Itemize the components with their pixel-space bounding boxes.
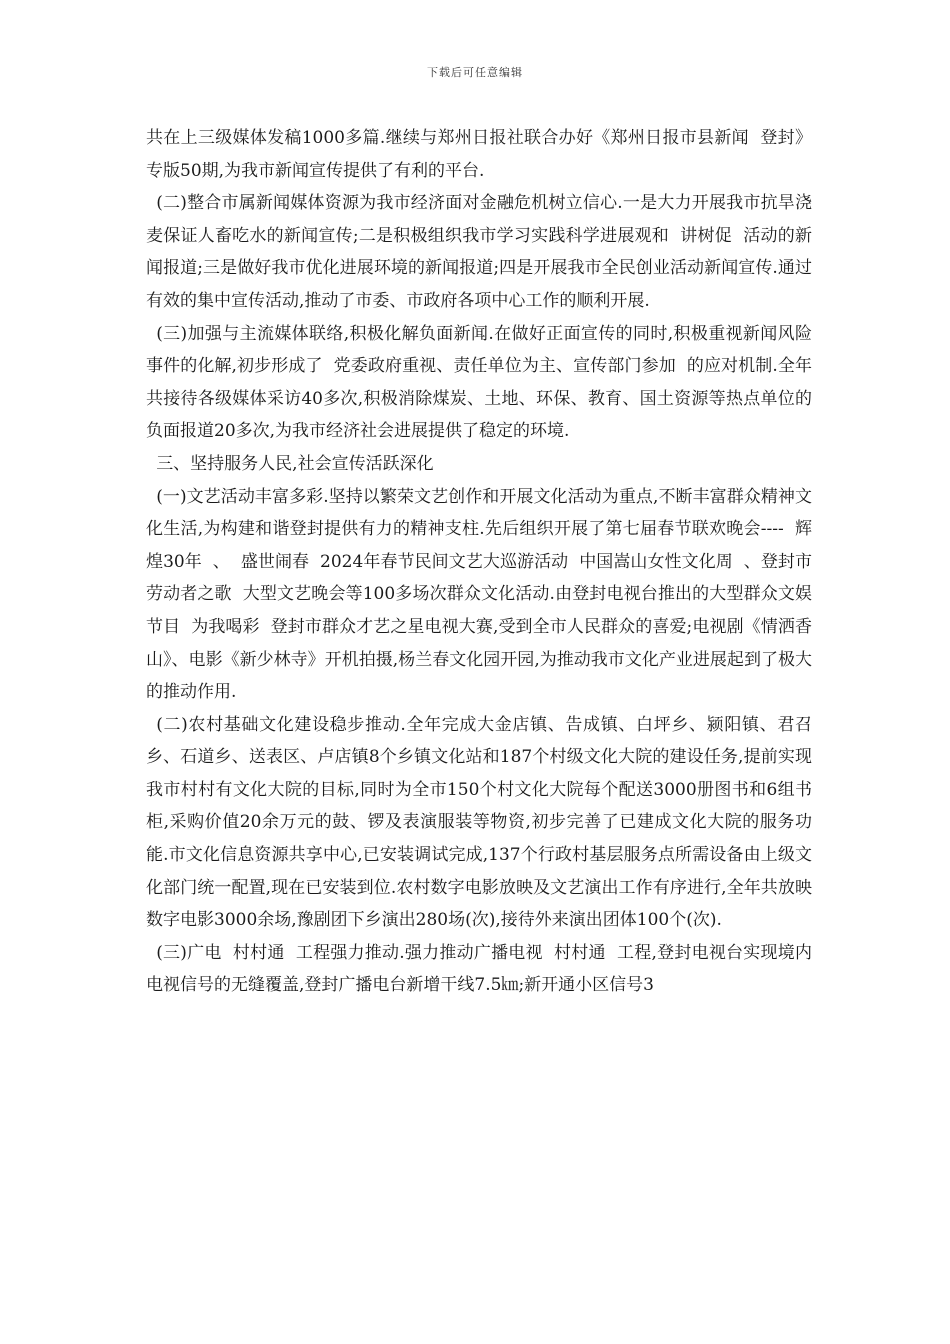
document-body [146, 122, 823, 1002]
page-header: 下载后可任意编辑 [427, 66, 523, 79]
section-heading: 三、坚持服务人民,社会宣传活跃深化 [156, 453, 434, 474]
paragraph: (一)文艺活动丰富多彩.坚持以繁荣文艺创作和开展文化活动为重点,不断丰富群众精神文化生活,为构建和谐登封提供有力的精神支柱.先后组织开展了第七届春节联欢晚会---- 辉煌30年 、 盛世闹春 2024年春节民间文艺大巡游活动 中国嵩山女性文化周 、登封市 劳动者之歌 大型文艺晚会等100多场次群众文化活动.由登封电视台推出的大型群众文娱节目 为我喝彩 登封市群众才艺之星电视大赛,受到全市人民群众的喜爱;电视剧《情洒香山》、电影《新少林寺》开机拍摄,杨兰春文化园开园,为推动我市文化产业进展起到了极大的推动作用. [146, 486, 823, 703]
paragraph: (三)广电 村村通 工程强力推动.强力推动广播电视 村村通 工程,登封电视台实现境内电视信号的无缝覆盖,登封广播电台新增干线7.5㎞;新开通小区信号3 [146, 942, 812, 996]
paragraph: (二)整合市属新闻媒体资源为我市经济面对金融危机树立信心.一是大力开展我市抗旱浇麦保证人畜吃水的新闻宣传;二是积极组织我市学习实践科学进展观和 讲树促 活动的新闻报道;三是做好我市优化进展环境的新闻报道;四是开展我市全民创业活动新闻宣传.通过有效的集中宣传活动,推动了市委、市政府各项中心工作的顺利开展. [146, 193, 812, 311]
paragraph: (三)加强与主流媒体联络,积极化解负面新闻.在做好正面宣传的同时,积极重视新闻风险事件的化解,初步形成了 党委政府重视、责任单位为主、宣传部门参加 的应对机制.全年共接待各级媒体采访40多次,积极消除煤炭、土地、环保、教育、国土资源等热点单位的负面报道20多次,为我市经济社会进展提供了稳定的环境. [146, 323, 812, 442]
paragraph: 共在上三级媒体发稿1000多篇.继续与郑州日报社联合办好《郑州日报市县新闻 登封》专版50期,为我市新闻宣传提供了有利的平台. [146, 128, 812, 181]
paragraph: (二)农村基础文化建设稳步推动.全年完成大金店镇、告成镇、白坪乡、颍阳镇、君召乡、石道乡、送表区、卢店镇8个乡镇文化站和187个村级文化大院的建设任务,提前实现我市村村有文化大院的目标,同时为全市150个村文化大院每个配送3000册图书和6组书柜,采购价值20余万元的鼓、锣及表演服装等物资,初步完善了已建成文化大院的服务功能.市文化信息资源共享中心,已安装调试完成,137个行政村基层服务点所需设备由上级文化部门统一配置,现在已安装到位.农村数字电影放映及文艺演出工作有序进行,全年共放映数字电影3000余场,豫剧团下乡演出280场(次),接待外来演出团体100个(次). [146, 714, 812, 931]
